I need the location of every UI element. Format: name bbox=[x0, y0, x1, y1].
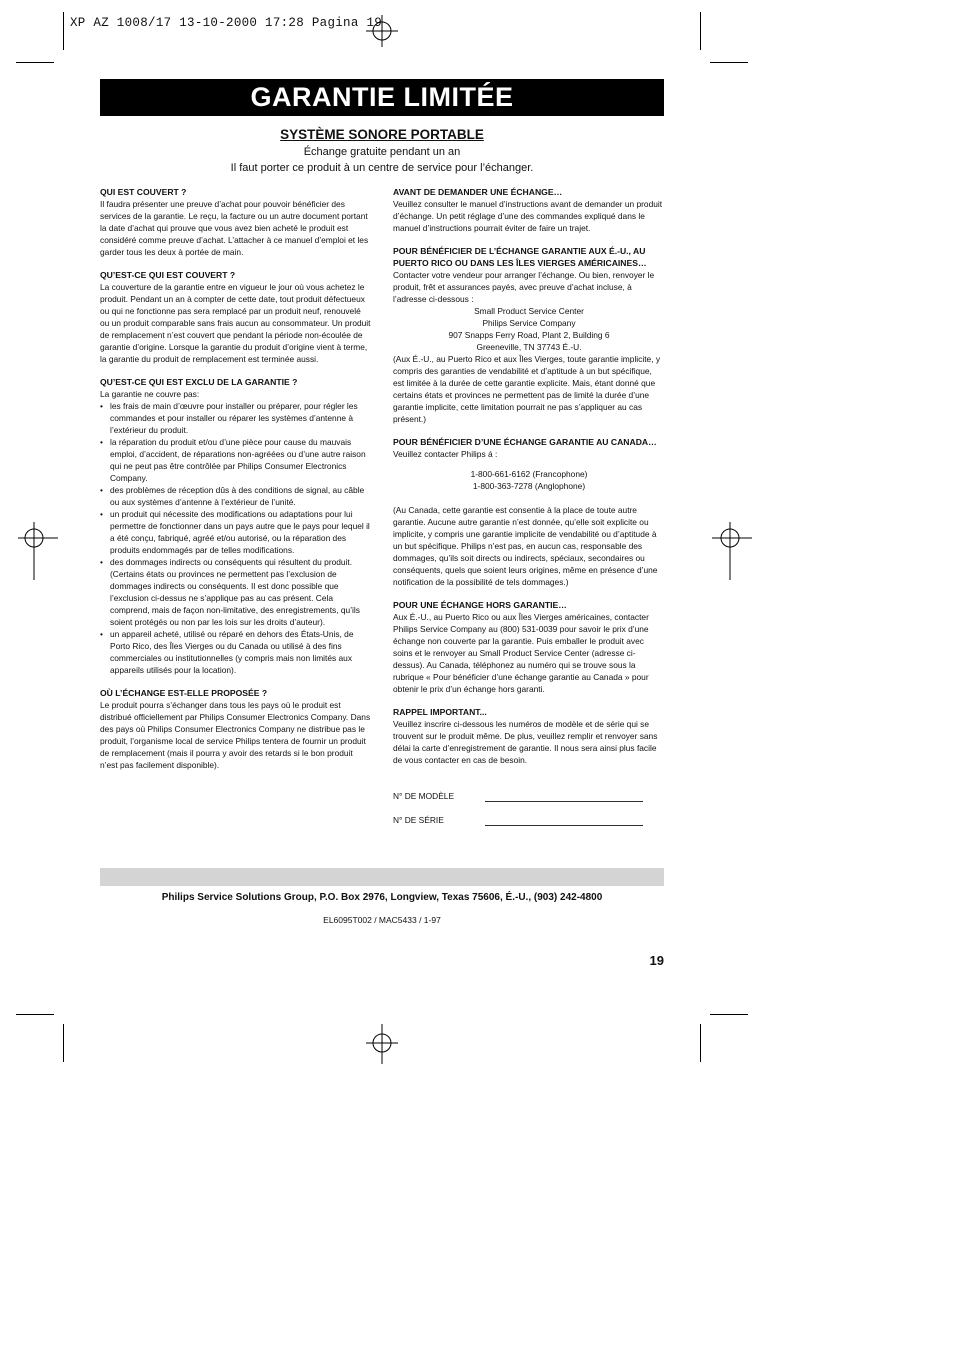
list-item: • des dommages indirects ou conséquents qui résultent du produit. (Certains états ou provinces ne permettent pas l’exclusion de dommages indirects ou conséquents. Il est donc possible que l’exclusion ci-dessus ne s’applique pas au cas présent. Cela comprend, mais de façon non-limitative, des enregistrements, qu’ils soient protégés ou non par les lois sur les droits d’auteur). bbox=[100, 556, 372, 628]
phone-numbers bbox=[393, 468, 665, 492]
section-heading: POUR BÉNÉFICIER D’UNE ÉCHANGE GARANTIE AU CANADA… bbox=[393, 437, 657, 447]
model-number-label: N° DE MODÈLE bbox=[393, 791, 455, 801]
section-text: (Aux É.-U., au Puerto Rico et aux Îles Vierges, toute garantie implicite, y compris des garanties de vendabilité et d’aptitude à un but spécifique, est limitée à la durée de cette garantie explicite. Mais, étant donné que certains états et provinces ne permettent pas de limité la durée d’une garantie implicite, cette limitation pourrait ne pas s’appliquer au cas présent.) bbox=[393, 354, 661, 424]
section-hors-garantie bbox=[393, 599, 665, 695]
section-text: Veuillez inscrire ci-dessous les numéros de modèle et de série qui se trouvent sur le produit même. De plus, veuillez remplir et renvoyer sans délai la carte d’enregistrement de garantie. Il nous sera ainsi plus facile de vous contacter en cas de besoin. bbox=[393, 719, 658, 765]
section-text: Aux É.-U., au Puerto Rico ou aux Îles Vierges américaines, contacter Philips Service Company au (800) 531-0039 pour savoir le prix d’une échange non couverte par la garantie. Puis emballer le produit avec soins et le renvoyer au Small Product Service Center (adresse ci-dessus). Au Canada, téléphonez au numéro qui se trouve sous la rubrique « Pour bénéficier d’une échange garantie au Canada » pour obtenir le prix d’un échange hors garanti. bbox=[393, 612, 649, 694]
page-number: 19 bbox=[649, 953, 664, 968]
document-code: EL6095T002 / MAC5433 / 1-97 bbox=[323, 915, 441, 925]
registration-mark-right bbox=[712, 522, 752, 580]
crop-mark-top-right-h bbox=[710, 62, 748, 63]
section-qui-est-couvert bbox=[100, 186, 372, 258]
serial-number-label: N° DE SÉRIE bbox=[393, 815, 444, 825]
address-line: Small Product Service Center bbox=[474, 306, 584, 316]
section-quest-ce-qui-est-couvert bbox=[100, 269, 372, 365]
model-number-line[interactable] bbox=[485, 791, 643, 802]
registration-mark-bottom bbox=[366, 1024, 398, 1064]
section-echange-usa bbox=[393, 245, 665, 425]
section-text: Contacter votre vendeur pour arranger l’échange. Ou bien, renvoyer le produit, frêt et assurances payés, avec preuve d’achat incluse, à l’adresse ci-dessous : bbox=[393, 270, 655, 304]
list-item: • un appareil acheté, utilisé ou réparé en dehors des États-Unis, de Porto Rico, des Îles Vierges ou du Canada ou utilisé à des fins commerciales ou institutionnelles (y compris mais non limités aux appareils utilisés pour la location). bbox=[100, 628, 372, 676]
list-item: • des problèmes de réception dûs à des conditions de signal, au câble ou aux systèmes d’antenne à l’extérieur de l’unité. bbox=[100, 484, 372, 508]
section-text: Le produit pourra s’échanger dans tous les pays où le produit est distribué officiellement par Philips Consumer Electronics Company. Dans des pays où Philips Consumer Electronics Company ne distribue pas le produit, l’organisme local de service Philips tentera de fournir un produit de remplacement (mais il pourra y avoir des retards si le bon produit n’est pas facilement disponible). bbox=[100, 700, 371, 770]
section-ou-echange bbox=[100, 687, 372, 771]
exchange-note: Échange gratuite pendant un an bbox=[303, 146, 461, 158]
section-text: La garantie ne couvre pas: bbox=[100, 389, 200, 399]
crop-mark-bottom-right-h bbox=[710, 1014, 748, 1015]
section-rappel bbox=[393, 706, 665, 826]
crop-mark-bottom-left-h bbox=[16, 1014, 54, 1015]
address-line: 907 Snapps Ferry Road, Plant 2, Building 6 bbox=[448, 330, 610, 340]
phone-number: 1-800-363-7278 (Anglophone) bbox=[472, 481, 586, 491]
crop-mark-bottom-left-v bbox=[63, 1024, 64, 1062]
list-item: • la réparation du produit et/ou d’une pièce pour cause du mauvais emploi, d’accident, de réparations non-agréées ou d’une autre raison qui ne peut pas être contrôlée par Philips Consumer Electronics Company. bbox=[100, 436, 372, 484]
registration-mark-top bbox=[366, 15, 398, 47]
footer-divider bbox=[100, 868, 664, 886]
crop-mark-top-left-h bbox=[16, 62, 54, 63]
section-heading: QUI EST COUVERT ? bbox=[100, 187, 187, 197]
registration-mark-left bbox=[18, 522, 58, 580]
list-item: • les frais de main d’œuvre pour installer ou préparer, pour régler les commandes et pour installer ou réparer les systèmes d’antenne à l’extérieur du produit. bbox=[100, 400, 372, 436]
section-text: La couverture de la garantie entre en vigueur le jour où vous achetez le produit. Pendant un an à compter de cette date, tout produit défectueux ou qui ne fonctionne pas sera remplacé par un produit neuf, renouvelé ou un produit comparable sans frais aucun au consommateur. Un produit de remplacement n’est couvert que pendant la période non-écoulée de garantie d’origine. Lorsque la garantie du produit d’origine vient à terme, la garantie du produit de remplacement est terminée aussi. bbox=[100, 282, 371, 364]
page-title: GARANTIE LIMITÉE bbox=[100, 79, 664, 116]
section-heading: RAPPEL IMPORTANT... bbox=[393, 707, 487, 717]
service-address bbox=[393, 305, 665, 353]
section-text: Veuillez consulter le manuel d’instructions avant de demander un produit d’échange. Un petit réglage d’une des commandes expliqué dans le manuel d’instructions pourrait éviter de faire un trajet. bbox=[393, 199, 663, 233]
section-heading: POUR UNE ÉCHANGE HORS GARANTIE… bbox=[393, 600, 567, 610]
record-fields bbox=[393, 778, 665, 826]
section-heading: OÙ L’ÉCHANGE EST-ELLE PROPOSÉE ? bbox=[100, 688, 268, 698]
serial-number-field[interactable] bbox=[393, 802, 665, 826]
right-column bbox=[393, 186, 665, 837]
model-number-field[interactable] bbox=[393, 778, 665, 802]
exclusion-list bbox=[100, 400, 372, 676]
crop-mark-bottom-right-v bbox=[700, 1024, 701, 1062]
serial-number-line[interactable] bbox=[485, 815, 643, 826]
section-echange-canada bbox=[393, 436, 665, 588]
section-heading: QU’EST-CE QUI EST COUVERT ? bbox=[100, 270, 236, 280]
section-heading: AVANT DE DEMANDER UNE ÉCHANGE… bbox=[393, 187, 563, 197]
section-text: Il faudra présenter une preuve d’achat pour pouvoir bénéficier des services de la garantie. Le reçu, la facture ou un autre document portant la date d’achat qui prouve que vous avez bien acheté le produit est considéré comme preuve d’achat. L’attacher à ce manuel d’emploi et les garder tous les deux à portée de main. bbox=[100, 199, 369, 257]
left-column bbox=[100, 186, 372, 782]
section-avant-echange bbox=[393, 186, 665, 234]
section-heading: QU’EST-CE QUI EST EXCLU DE LA GARANTIE ? bbox=[100, 377, 298, 387]
section-heading: POUR BÉNÉFICIER DE L’ÉCHANGE GARANTIE AUX É.-U., AU PUERTO RICO OU DANS LES ÎLES VIERGES AMÉRICAINES… bbox=[393, 246, 647, 268]
address-line: Greeneville, TN 37743 É.-U. bbox=[476, 342, 582, 352]
service-contact: Philips Service Solutions Group, P.O. Box 2976, Longview, Texas 75606, É.-U., (903) 242-4800 bbox=[161, 892, 603, 903]
section-text: (Au Canada, cette garantie est consentie à la place de toute autre garantie. Aucune autre garantie n’est donnée, qu’elle soit explicite ou implicite, y compris une garantie implicite de vendabilité ou d’aptitude à un but spécifique. Philips n’est pas, en aucun cas, responsable des dommages, qu’ils soit directs ou indirects, spéciaux, secondaires ou conséquents, quels que soient leurs origines, même en présence d’une notification de la possibilité de tels dommages.) bbox=[393, 505, 658, 587]
phone-number: 1-800-661-6162 (Francophone) bbox=[470, 469, 588, 479]
section-exclusions bbox=[100, 376, 372, 676]
crop-mark-top-left-v bbox=[63, 12, 64, 50]
section-text: Veuillez contacter Philips á : bbox=[393, 449, 498, 459]
crop-mark-top-right-v bbox=[700, 12, 701, 50]
list-item: • un produit qui nécessite des modifications ou adaptations pour lui permettre de fonctionner dans un pays autre que le pays pour lequel il a été conçu, fabriqué, agréé et/ou autorisé, ou la réparation des produits endommagés par de telles modifications. bbox=[100, 508, 372, 556]
print-slug: XP AZ 1008/17 13-10-2000 17:28 Pagina 19 bbox=[70, 16, 383, 30]
service-note: Il faut porter ce produit à un centre de service pour l’échanger. bbox=[230, 162, 534, 174]
address-line: Philips Service Company bbox=[482, 318, 576, 328]
product-title: SYSTÈME SONORE PORTABLE bbox=[280, 127, 484, 142]
